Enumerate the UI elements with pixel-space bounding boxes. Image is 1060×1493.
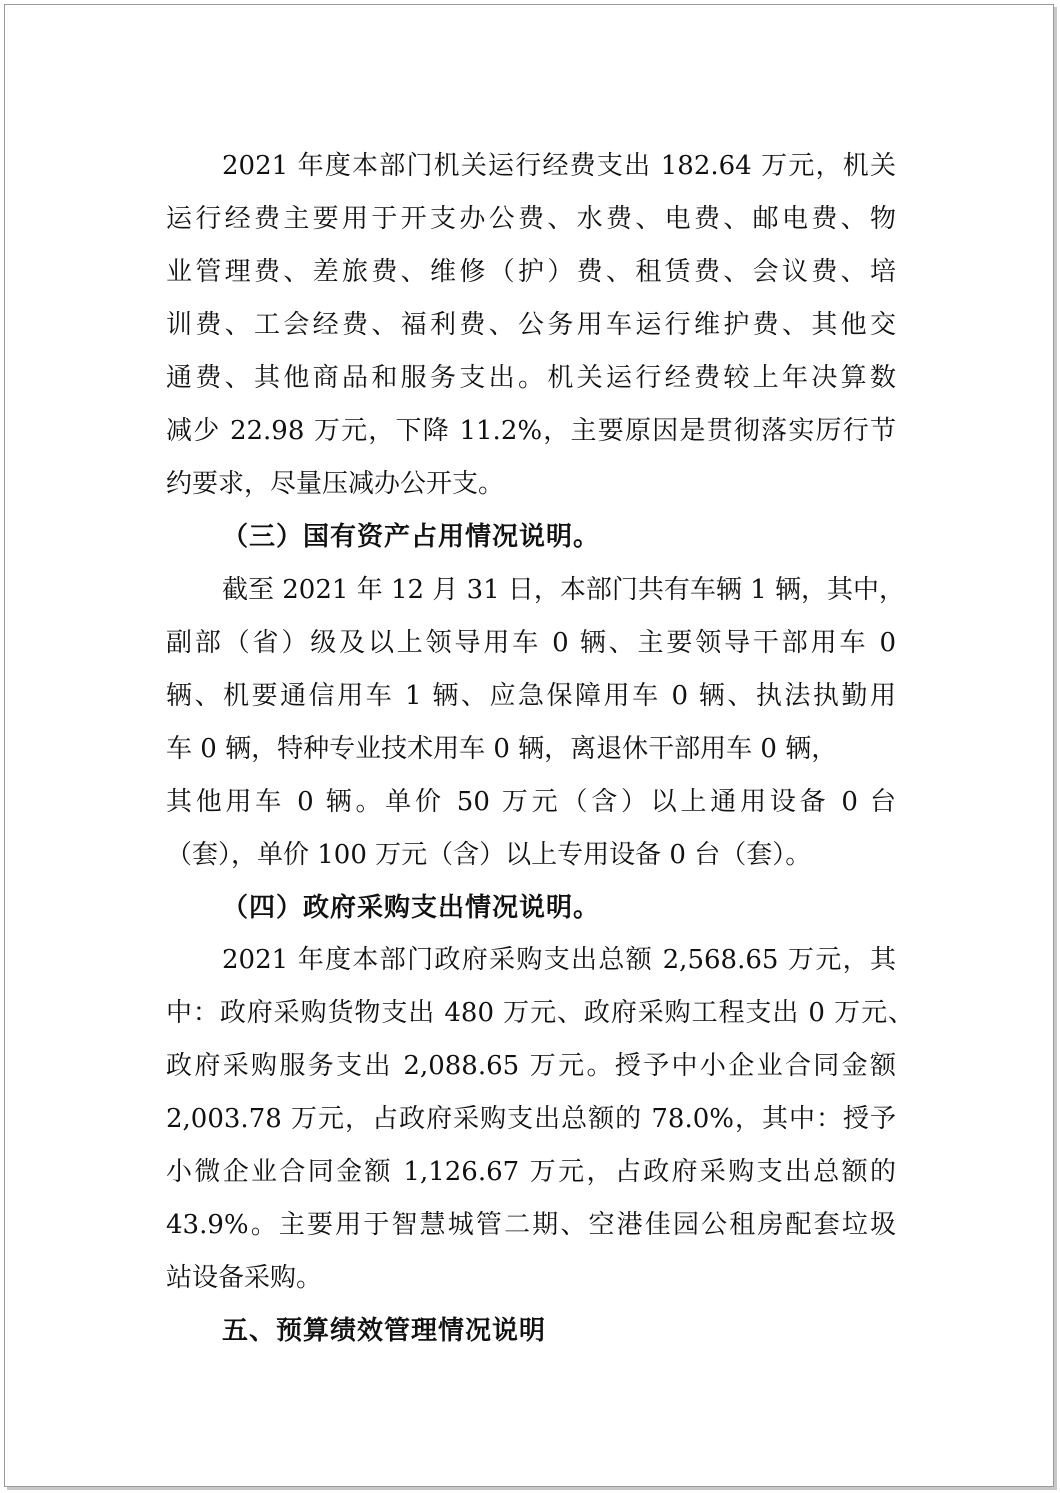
paragraph-line: 训费、工会经费、福利费、公务用车运行维护费、其他交	[166, 310, 896, 340]
paragraph-line: 43.9%。主要用于智慧城管二期、空港佳园公租房配套垃圾	[166, 1210, 896, 1240]
paragraph-line: （套），单价 100 万元（含）以上专用设备 0 台（套）。	[166, 840, 812, 870]
paragraph-line: 副部（省）级及以上领导用车 0 辆、主要领导干部用车 0	[166, 628, 896, 658]
paragraph-line: 运行经费主要用于开支办公费、水费、电费、邮电费、物	[166, 204, 896, 234]
paragraph-line: 2021 年度本部门政府采购支出总额 2,568.65 万元，其	[222, 945, 896, 975]
section-heading-performance: 五、预算绩效管理情况说明	[222, 1316, 547, 1346]
paragraph-line: 辆、机要通信用车 1 辆、应急保障用车 0 辆、执法执勤用	[166, 681, 896, 711]
section-heading-procurement: （四）政府采购支出情况说明。	[222, 893, 601, 923]
paragraph-line: 中：政府采购货物支出 480 万元、政府采购工程支出 0 万元、	[166, 998, 914, 1028]
paragraph-line: 约要求，尽量压减办公开支。	[166, 469, 505, 499]
paragraph-line: 政府采购服务支出 2,088.65 万元。授予中小企业合同金额	[166, 1051, 896, 1081]
paragraph-line: 2021 年度本部门机关运行经费支出 182.64 万元，机关	[222, 151, 896, 181]
paragraph-line: 截至 2021 年 12 月 31 日，本部门共有车辆 1 辆，其中，	[222, 575, 905, 605]
paragraph-line: 其他用车 0 辆。单价 50 万元（含）以上通用设备 0 台	[166, 787, 896, 817]
paragraph-line: 业管理费、差旅费、维修（护）费、租赁费、会议费、培	[166, 257, 896, 287]
paragraph-line: 减少 22.98 万元，下降 11.2%，主要原因是贯彻落实厉行节	[166, 416, 896, 446]
paragraph-line: 站设备采购。	[166, 1263, 323, 1293]
section-heading-assets: （三）国有资产占用情况说明。	[222, 522, 601, 552]
paragraph-line: 2,003.78 万元，占政府采购支出总额的 78.0%，其中：授予	[166, 1104, 896, 1134]
paragraph-line: 通费、其他商品和服务支出。机关运行经费较上年决算数	[166, 363, 896, 393]
paragraph-line: 小微企业合同金额 1,126.67 万元，占政府采购支出总额的	[166, 1157, 896, 1187]
paragraph-line: 车 0 辆，特种专业技术用车 0 辆，离退休干部用车 0 辆，	[166, 734, 838, 764]
